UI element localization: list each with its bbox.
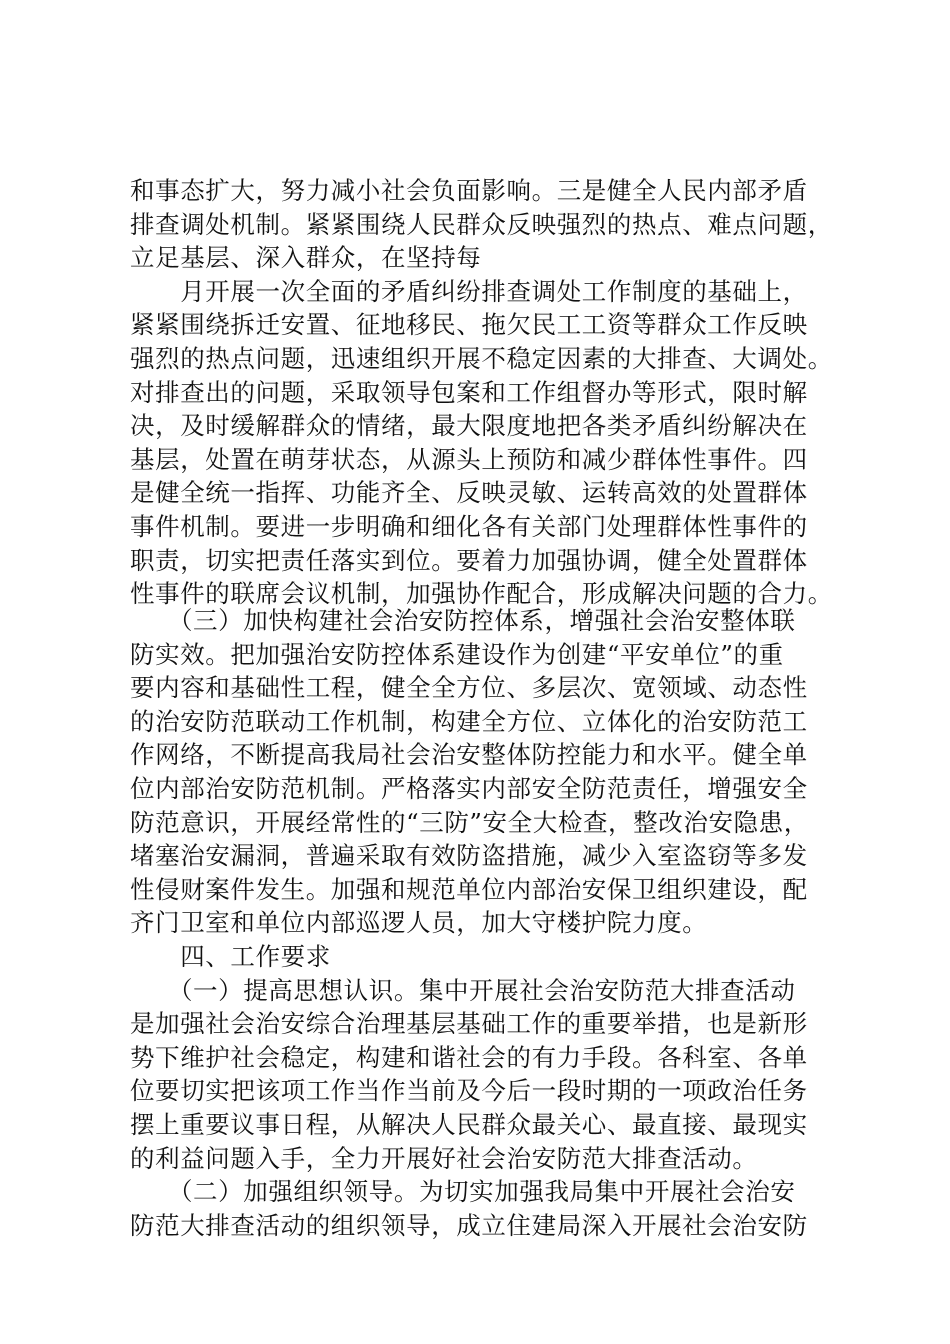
text-line: 是加强社会治安综合治理基层基础工作的重要举措，也是新形 [130, 1009, 808, 1039]
text-line: 紧紧围绕拆迁安置、征地移民、拖欠民工工资等群众工作反映 [130, 310, 808, 340]
paragraph-block-1 [130, 174, 833, 611]
text-line: 对排查出的问题，采取领导包案和工作组督办等形式，限时解 [130, 377, 808, 407]
text-line: 防范大排查活动的组织领导，成立住建局深入开展社会治安防 [130, 1210, 808, 1240]
text-line: （一）提高思想认识。集中开展社会治安防范大排查活动 [130, 975, 796, 1005]
text-line: 作网络，不断提高我局社会治安整体防控能力和水平。健全单 [130, 740, 808, 770]
text-line: （三）加快构建社会治安防控体系，增强社会治安整体联 [130, 606, 796, 635]
text-line: 强烈的热点问题，迅速组织开展不稳定因素的大排查、大调处。 [130, 343, 833, 373]
text-line: 性侵财案件发生。加强和规范单位内部治安保卫组织建设，配 [130, 874, 808, 904]
paragraph-block-2 [130, 604, 830, 1242]
text-line: 要内容和基础性工程，健全全方位、多层次、宽领域、动态性 [130, 673, 808, 703]
text-line: 事件机制。要进一步明确和细化各有关部门处理群体性事件的 [130, 511, 808, 541]
text-line: 的利益问题入手，全力开展好社会治安防范大排查活动。 [130, 1143, 758, 1173]
text-line: 月开展一次全面的矛盾纠纷排查调处工作制度的基础上， [130, 276, 808, 306]
section-heading: 四、工作要求 [130, 941, 331, 971]
text-line: 防范意识，开展经常性的“三防”安全大检查，整改治安隐患， [130, 807, 809, 837]
text-line: 摆上重要议事日程，从解决人民群众最关心、最直接、最现实 [130, 1109, 808, 1139]
text-line: 排查调处机制。紧紧围绕人民群众反映强烈的热点、难点问题， [130, 209, 833, 239]
text-line: 势下维护社会稳定，构建和谐社会的有力手段。各科室、各单 [130, 1042, 808, 1072]
text-line: 齐门卫室和单位内部巡逻人员，加大守楼护院力度。 [130, 908, 708, 938]
text-line: 是健全统一指挥、功能齐全、反映灵敏、运转高效的处置群体 [130, 478, 808, 508]
text-line: 性事件的联席会议机制，加强协作配合，形成解决问题的合力。 [130, 579, 833, 609]
text-line: 决，及时缓解群众的情绪，最大限度地把各类矛盾纠纷解决在 [130, 411, 808, 441]
text-line: 堵塞治安漏洞，普遍采取有效防盗措施，减少入室盗窃等多发 [130, 841, 808, 871]
text-line: 基层，处置在萌芽状态，从源头上预防和减少群体性事件。四 [130, 444, 808, 474]
text-line: 和事态扩大，努力减小社会负面影响。三是健全人民内部矛盾 [130, 176, 808, 205]
text-line: （二）加强组织领导。为切实加强我局集中开展社会治安 [130, 1177, 796, 1207]
text-line: 位要切实把该项工作当作当前及今后一段时期的一项政治任务 [130, 1076, 808, 1106]
text-line: 职责，切实把责任落实到位。要着力加强协调，健全处置群体 [130, 545, 808, 575]
text-line: 位内部治安防范机制。严格落实内部安全防范责任，增强安全 [130, 773, 808, 803]
text-line: 立足基层、深入群众，在坚持每 [130, 243, 482, 273]
text-line: 防实效。把加强治安防控体系建设作为创建“平安单位”的重 [130, 639, 784, 669]
text-line: 的治安防范联动工作机制，构建全方位、立体化的治安防范工 [130, 706, 808, 736]
